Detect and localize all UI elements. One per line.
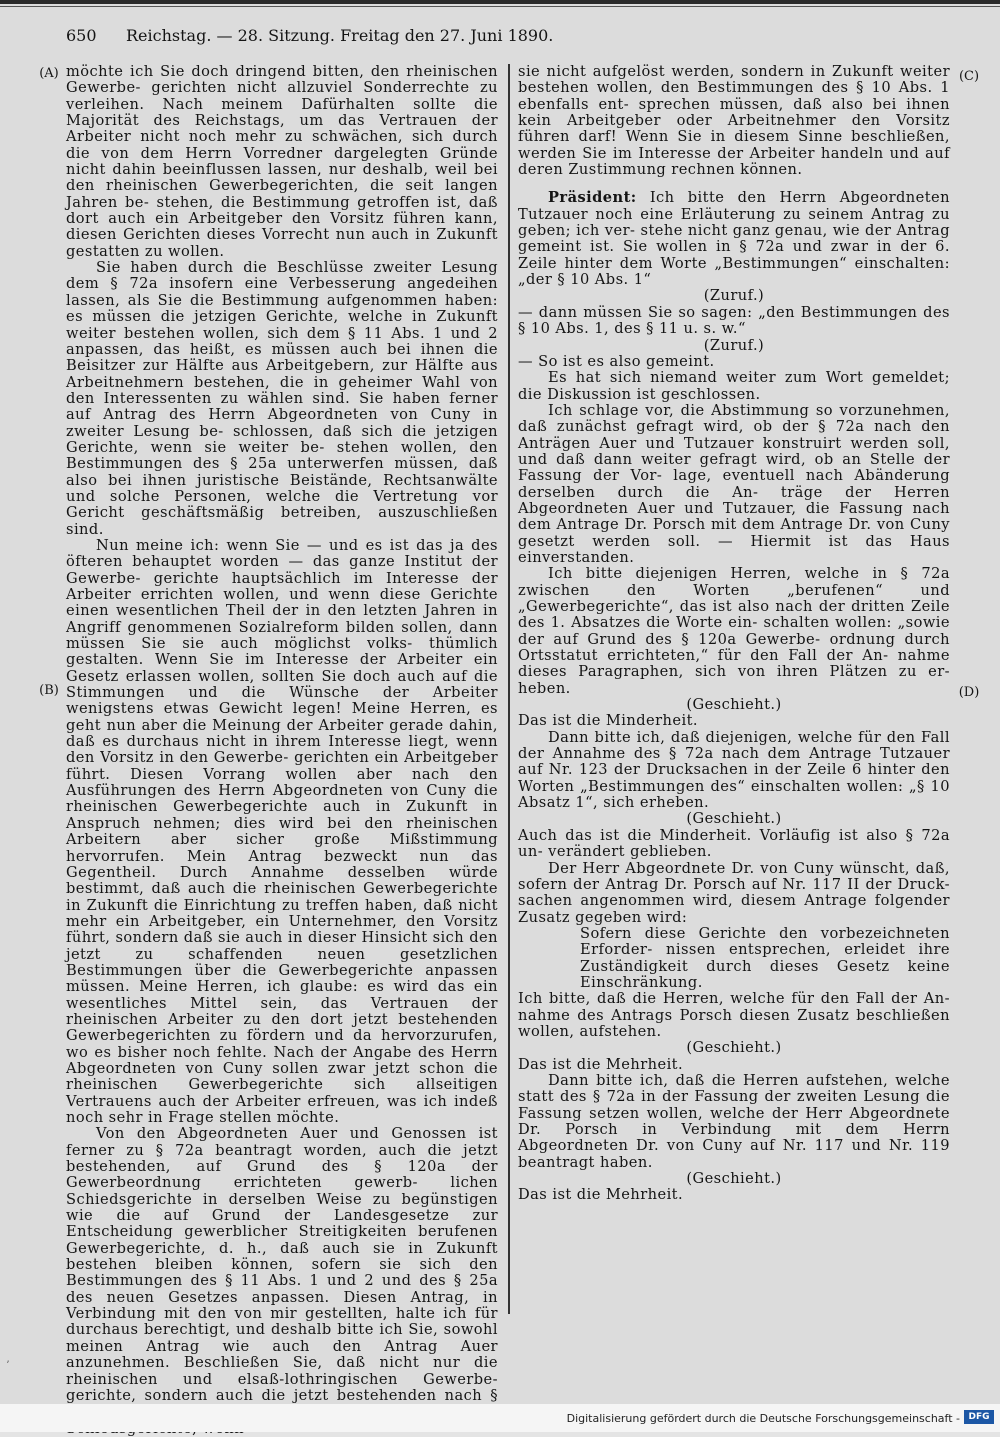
funding-credit: Digitalisierung gefördert durch die Deutsche Forschungsgemeinschaft - (566, 1412, 960, 1425)
paragraph: Dann bitte ich, daß diejenigen, welche für den Fall der Annahme des § 72a nach dem Antrage Tutzauer auf Nr. 123 der Drucksachen in der Zeile 6 hinter den Worten „Bestimmungen des“ einschalten wollen: „§ 10 Absatz 1“, sich erheben. (518, 728, 950, 812)
paragraph: Das ist die Mehrheit. (518, 1055, 684, 1073)
paragraph: Von den Abgeordneten Auer und Genossen ist ferner zu § 72a beantragt worden, auch die jetzt bestehenden, auf Grund des § 120a der Gewerbeordnung errichteten gewerb- lichen Schiedsgerichte in derselben Weise zu begünstigen wie die auf Grund der Landesgesetze zur Entscheidung gewerblicher Streitigkeiten berufenen Gewerbegerichte, d. h., daß auch sie in Zukunft bestehen bleiben können, sofern sie sich den Bestimmungen des § 11 Abs. 1 und 2 und des § 25a des neuen Gesetzes anpassen. Diesen Antrag, in Verbindung mit den von mir gestellten, halte ich für durchaus berechtigt, und deshalb bitte ich Sie, sowohl meinen Antrag wie auch den Antrag Auer anzunehmen. Beschließen Sie, daß nicht nur die rheinischen und elsaß-lothringischen Gewerbe- gerichte, sondern auch die jetzt bestehenden nach § (66, 1125, 498, 1404)
margin-marker-a: (A) (39, 66, 59, 81)
stage-direction: (Geschieht.) (686, 1170, 782, 1188)
stage-direction: (Geschieht.) (686, 696, 782, 714)
left-column (66, 64, 498, 1437)
paragraph: Auch das ist die Minderheit. Vorläufig ist also § 72a un- verändert geblieben. (518, 826, 950, 861)
paragraph: Es hat sich niemand weiter zum Wort gemeldet; die Diskussion ist geschlossen. (518, 369, 950, 403)
stage-direction: (Zuruf.) (703, 336, 765, 354)
paragraph: Sie haben durch die Beschlüsse zweiter Lesung dem § 72a insofern eine Verbesserung angedeihen lassen, als Sie die Bestimmung aufgenommen haben: es müssen die jetzigen Gerichte, welche in Zukunft weiter bestehen wollen, sich dem § 11 Abs. 1 und 2 anpassen, das heißt, es müssen auch bei ihnen die Beisitzer zur Hälfte aus Arbeitgebern, zur Hälfte aus Arbeitnehmern bestehen, die in geheimer Wahl von den Interessenten zu wählen sind. Sie haben ferner auf Antrag des Herrn Abgeordneten von Cuny in zweiter Lesung be- schlossen, daß sich die jetzigen Gerichte, wenn sie weiter be- stehen wollen, den Bestimmungen des § 25a unterwerfen müssen, daß also bei ihnen juristische Beistände, Rechtsanwälte und solche Personen, welche die Vertretung vor Gericht geschäftsmäßig betreiben, auszuschließen sind. (66, 259, 498, 538)
paragraph: Das ist die Mehrheit. (518, 1186, 684, 1204)
top-border-rule (0, 0, 1000, 4)
paragraph: — dann müssen Sie so sagen: „den Bestimmungen des § 10 Abs. 1, des § 11 u. s. w.“ (518, 303, 950, 338)
stray-mark: ʼ (6, 1360, 10, 1371)
paragraph: Nun meine ich: wenn Sie — und es ist das ja des öfteren behauptet worden — das ganze Institut der Gewerbe- gerichte hauptsächlich im Interesse der Arbeiter errichten wollen, und wenn diese Gerichte einen wesentlichen Theil der in den letzten Jahren in Angriff genommenen Sozialreform bilden sollen, dann müssen Sie sie auch möglichst volks- thümlich gestalten. Wenn Sie im Interesse der Arbeiter ein Gesetz erlassen wollen, sollten Sie doch auch auf die Stimmungen und die Wünsche der Arbeiter wenigstens etwas Gewicht legen! Meine Herren, es geht nun aber die Meinung der Arbeiter gerade dahin, daß es durchaus nicht in ihrem Interesse liegt, wenn den Vorsitz in den Gewerbe- gerichten ein Arbeitgeber führt. Diesen Vorrang wollen aber nach den Ausführungen des Herrn Abgeordneten von Cuny die rheinischen Gewerbegerichte auch in Zukunft in Anspruch nehmen; dies wird bei den rheinischen Arbeitern aber sicher große Mißstimmung hervorrufen. Mein Antrag bezweckt nun das Gegentheil. Durch Annahme desselben würde bestimmt, daß auch die rheinischen Gewerbegerichte in Zukunft die Einrichtung zu treffen haben, daß nicht mehr ein Arbeitgeber, ein Unternehmer, den Vorsitz führt, sondern daß sie auch in dieser Hinsicht sich den jetzt zu schaffenden neuen gesetzlichen Bestimmungen über die Gewerbegerichte anpassen müssen. Meine Herren, ich glaube: es wird das ein wesentliches Mittel sein, das Vertrauen der rheinischen Arbeiter zu den dort jetzt bestehenden Gewerbegerichten zu fördern und da hervorzurufen, wo es bisher noch fehlte. Nach der Angabe des Herrn Abgeordneten von Cuny sollen zwar jetzt schon die rheinischen Gewerbegerichte sich allseitigen Vertrauens auch der Arbeiter erfreuen, was ich indeß noch sehr in Frage stellen möchte. (66, 536, 498, 1126)
paragraph: Ich schlage vor, die Abstimmung so vorzunehmen, daß zunächst gefragt wird, ob der § 72a nach den Anträgen Auer und Tutzauer konstruirt werden soll, und daß dann weiter gefragt wird, ob an Stelle der Fassung der Vor- lage, eventuell nach Abänderung derselben durch die An- träge der Herren Abgeordneten Auer und Tutzauer, die Fassung nach dem Antrage Dr. Porsch mit dem Antrage Dr. von Cuny gesetzt werden soll. — Hiermit ist das Haus einverstanden. (518, 401, 950, 566)
paragraph: — So ist es also gemeint. (518, 352, 715, 370)
paragraph: sie nicht aufgelöst werden, sondern in Zukunft weiter bestehen wollen, den Bestimmungen des § 10 Abs. 1 ebenfalls ent- sprechen müssen, daß also bei ihnen kein Arbeitgeber oder Arbeitnehmer den Vorsitz führen darf! Wenn Sie in diesem Sinne beschließen, werden Sie im Interesse der Arbeiter handeln und auf deren Zustimmung rechnen können. (518, 63, 950, 179)
paragraph: Der Herr Abgeordnete Dr. von Cuny wünscht, daß, sofern der Antrag Dr. Porsch auf Nr. 117 II der Druck- sachen angenommen wird, diesem Antrage folgender Zusatz gegeben wird: (518, 859, 950, 926)
paragraph: möchte ich Sie doch dringend bitten, den rheinischen Gewerbe- gerichten nicht allzuviel Sonderrechte zu verleihen. Nach meinem Dafürhalten sollte die Majorität des Reichstags, um das Vertrauen der Arbeiter nicht noch mehr zu schwächen, sich durch die von dem Herrn Vorredner dargelegten Gründe nicht dahin beeinflussen lassen, nur deshalb, weil bei den rheinischen Gewerbegerichten, die seit langen Jahren be- stehen, die Bestimmung getroffen ist, daß dort auch ein Arbeitgeber den Vorsitz führen kann, diesen Gerichten dieses Vorrecht nun auch in Zukunft gestatten zu wollen. (66, 63, 498, 260)
president-paragraph (518, 190, 950, 288)
stage-direction: (Geschieht.) (686, 1039, 782, 1057)
page-header (66, 22, 716, 48)
margin-marker-d: (D) (958, 685, 980, 700)
dfg-logo: DFG (964, 1410, 994, 1424)
running-title: Reichstag. — 28. Sitzung. Freitag den 27. Juni 1890. (126, 25, 554, 45)
column-divider (508, 64, 510, 1314)
footer-bar (0, 1404, 1000, 1432)
margin-marker-c: (C) (958, 69, 980, 84)
page-number: 650 (66, 25, 97, 45)
paragraph: Das ist die Minderheit. (518, 712, 698, 730)
speaker-label: Präsident: (548, 189, 637, 207)
top-border-thin-rule (0, 6, 1000, 7)
stage-direction: (Geschieht.) (686, 810, 782, 828)
quoted-amendment: Sofern diese Gerichte den vorbezeichneten Erforder- nissen entsprechen, erleidet ihre Zuständigkeit durch dieses Gesetz keine Einschränkung. (580, 924, 950, 991)
margin-marker-b: (B) (39, 683, 59, 698)
speech-text: Ich bitte den Herrn Abgeordneten Tutzauer noch eine Erläuterung zu seinem Antrag zu geben; ich ver- stehe nicht ganz genau, wie der Antrag gemeint ist. Sie wollen in § 72a und zwar in der 6. Zeile hinter dem Worte „Bestimmungen“ einschalten: „der § 10 Abs. 1“ (518, 189, 950, 289)
right-column (518, 64, 950, 1204)
stage-direction: (Zuruf.) (703, 287, 765, 305)
paragraph: Ich bitte, daß die Herren, welche für den Fall der An- nahme des Antrags Porsch diesen Zusatz beschließen wollen, aufstehen. (518, 990, 950, 1040)
paragraph: Ich bitte diejenigen Herren, welche in § 72a zwischen den Worten „berufenen“ und „Gewerbegerichte“, das ist also nach der dritten Zeile des 1. Absatzes die Worte ein- schalten wollen: „sowie der auf Grund des § 120a Gewerbe- ordnung durch Ortsstatut errichteten,“ für den Fall der An- nahme dieses Paragraphen, sich von ihren Plätzen zu er- heben. (518, 565, 950, 697)
paragraph: Dann bitte ich, daß die Herren aufstehen, welche statt des § 72a in der Fassung der zweiten Lesung die Fassung setzen wollen, welche der Herr Abgeordnete Dr. Porsch in Verbindung mit dem Herrn Abgeordneten Dr. von Cuny auf Nr. 117 und Nr. 119 beantragt haben. (518, 1071, 950, 1171)
